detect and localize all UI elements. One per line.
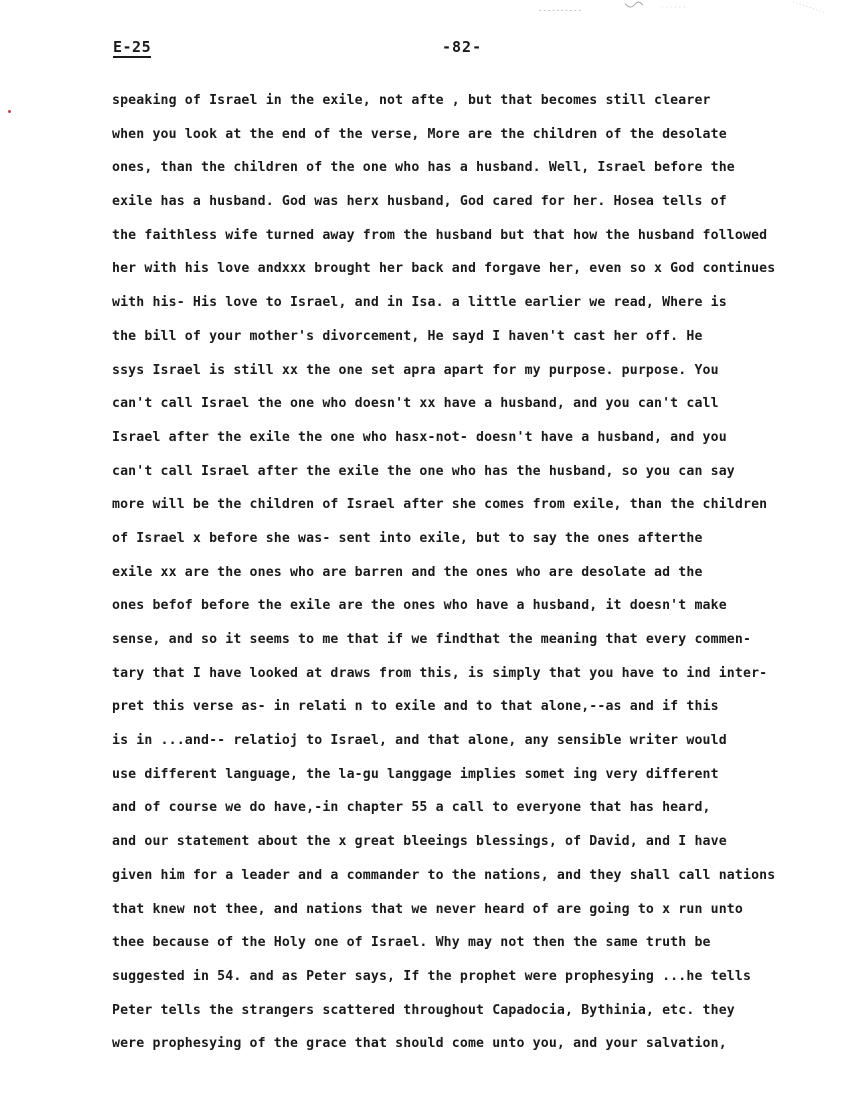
text-line: more will be the children of Israel after she comes from exile, than the children — [112, 497, 768, 513]
text-line: given him for a leader and a commander to the nations, and they shall call nations — [112, 867, 776, 883]
text-line: with his- His love to Israel, and in Isa. a little earlier we read, Where is — [112, 295, 727, 311]
text-line: were prophesying of the grace that should come unto you, and your salvation, — [112, 1036, 727, 1052]
text-line: is in ...and-- relatioj to Israel, and that alone, any sensible writer would — [112, 733, 727, 749]
text-line: sense, and so it seems to me that if we findthat the meaning that every commen- — [112, 632, 752, 647]
body-text — [112, 88, 812, 1065]
text-line: speaking of Israel in the exile, not afte , but that becomes still clearer — [112, 93, 711, 108]
text-line: and our statement about the x great bleeings blessings, of David, and I have — [112, 834, 727, 850]
text-line: ones befof before the exile are the ones who have a husband, it doesn't make — [112, 598, 727, 614]
text-line: and of course we do have,-in chapter 55 a call to everyone that has heard, — [112, 800, 711, 816]
text-line: can't call Israel after the exile the one who has the husband, so you can say — [112, 463, 735, 479]
text-line: exile xx are the ones who are barren and the ones who are desolate ad the — [112, 564, 703, 580]
page-code-text: E-25 — [113, 38, 152, 56]
text-line: ssys Israel is still xx the one set apra apart for my purpose. purpose. You — [112, 362, 719, 378]
text-line: of Israel x before she was- sent into exile, but to say the ones afterthe — [112, 530, 703, 546]
text-line: that knew not thee, and nations that we never heard of are going to x run unto — [112, 901, 743, 917]
text-line: Peter tells the strangers scattered throughout Capadocia, Bythinia, etc. they — [112, 1002, 735, 1018]
text-line: exile has a husband. God was herx husband, God cared for her. Hosea tells of — [112, 194, 727, 210]
page-number: -82- — [442, 38, 483, 56]
text-line: Israel after the exile the one who hasx-not- doesn't have a husband, and you — [112, 429, 727, 445]
page-code — [113, 38, 151, 56]
text-line: suggested in 54. and as Peter says, If the prophet were prophesying ...he tells — [112, 968, 752, 984]
text-line: use different language, the la-gu langgage implies somet ing very different — [112, 766, 719, 782]
text-line: the bill of your mother's divorcement, He sayd I haven't cast her off. He — [112, 328, 703, 344]
text-line: when you look at the end of the verse, More are the children of the desolate — [112, 126, 727, 142]
text-line: pret this verse as- in relati n to exile and to that alone,--as and if this — [112, 699, 719, 715]
text-line: the faithless wife turned away from the husband but that how the husband followed — [112, 227, 768, 243]
margin-dot — [8, 110, 11, 113]
scan-artifact-top — [500, 0, 851, 14]
text-line: thee because of the Holy one of Israel. Why may not then the same truth be — [112, 935, 711, 951]
text-line: ones, than the children of the one who has a husband. Well, Israel before the — [112, 160, 735, 176]
text-line: can't call Israel the one who doesn't xx have a husband, and you can't call — [112, 396, 719, 412]
text-line: her with his love andxxx brought her back and forgave her, even so x God continues — [112, 261, 776, 277]
text-line: tary that I have looked at draws from this, is simply that you have to ind inter- — [112, 665, 768, 681]
